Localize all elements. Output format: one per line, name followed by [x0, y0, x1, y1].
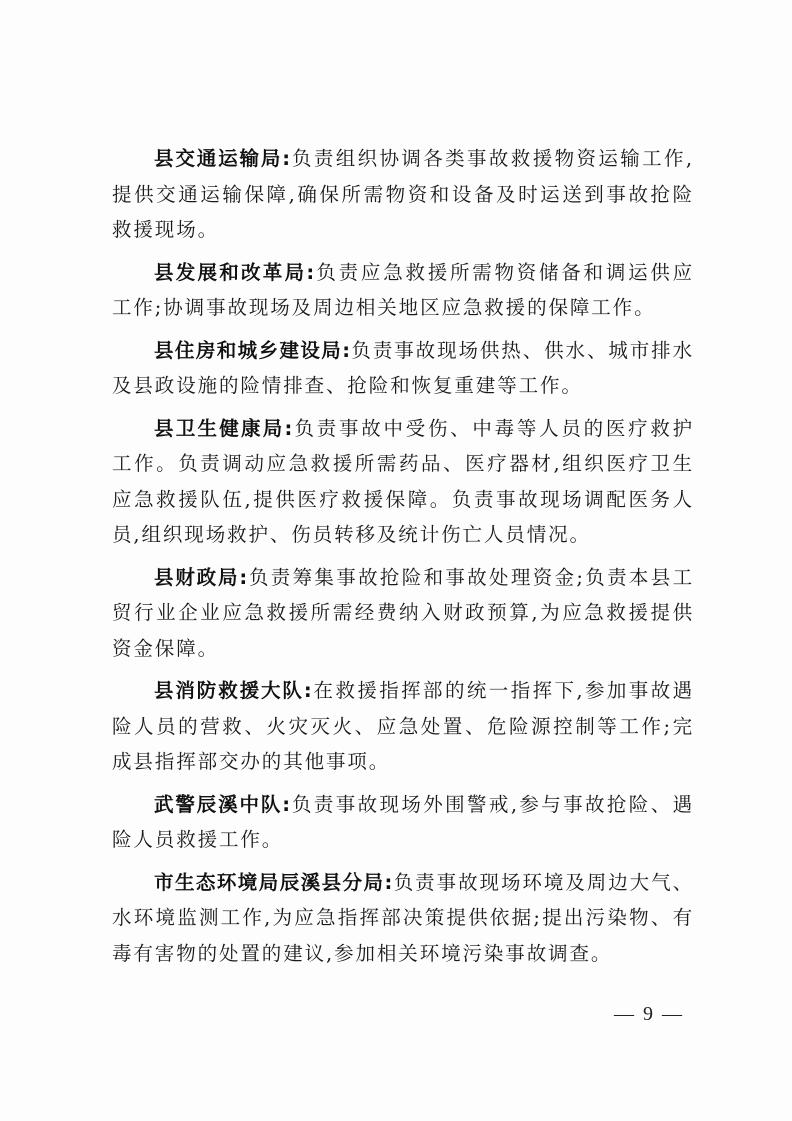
- paragraph-text: 负责事故现场环境及周边大气、水环境监测工作,为应急指挥部决策提供依据;提出污染物、有毒有害物的处置的建议,参加相关环境污染事故调查。: [112, 870, 694, 965]
- document-body: [112, 141, 694, 978]
- paragraph-heading: 县财政局:: [154, 565, 249, 589]
- paragraph-heading: 市生态环境局辰溪县分局:: [154, 870, 394, 894]
- paragraph-text: 负责事故现场外围警戒,参与事故抢险、遇险人员救援工作。: [112, 792, 694, 851]
- paragraph-development-reform-bureau: [112, 255, 694, 326]
- paragraph-finance-bureau: [112, 560, 694, 667]
- paragraph-heading: 武警辰溪中队:: [154, 792, 292, 816]
- paragraph-text: 负责应急救援所需物资储备和调运供应工作;协调事故现场及周边相关地区应急救援的保障工作。: [112, 260, 695, 319]
- paragraph-text: 负责筹集事故抢险和事故处理资金;负责本县工贸行业企业应急救援所需经费纳入财政预算,为应急救援提供资金保障。: [112, 565, 694, 660]
- paragraph-heading: 县住房和城乡建设局:: [154, 338, 352, 362]
- paragraph-housing-construction-bureau: [112, 333, 694, 404]
- paragraph-ecology-environment-branch: [112, 865, 694, 972]
- paragraph-armed-police-squadron: [112, 787, 694, 858]
- paragraph-heading: 县卫生健康局:: [154, 416, 294, 440]
- paragraph-heading: 县发展和改革局:: [154, 260, 316, 284]
- paragraph-fire-rescue-brigade: [112, 673, 694, 780]
- paragraph-text: 负责组织协调各类事故救援物资运输工作,提供交通运输保障,确保所需物资和设备及时运送到事故抢险救援现场。: [112, 147, 694, 241]
- paragraph-transport-bureau: [112, 141, 694, 248]
- paragraph-heading: 县交通运输局:: [154, 147, 292, 170]
- page-number: — 9 —: [614, 1003, 684, 1025]
- paragraph-health-bureau: [112, 411, 694, 553]
- paragraph-text: 在救援指挥部的统一指挥下,参加事故遇险人员的营救、火灾灭火、应急处置、危险源控制等工作;完成县指挥部交办的其他事项。: [112, 679, 694, 773]
- paragraph-heading: 县消防救援大队:: [154, 679, 314, 702]
- paragraph-text: 负责事故中受伤、中毒等人员的医疗救护工作。负责调动应急救援所需药品、医疗器材,组织医疗卫生应急救援队伍,提供医疗救援保障。负责事故现场调配医务人员,组织现场救护、伤员转移及统计伤亡人员情况。: [112, 416, 694, 546]
- paragraph-text: 负责事故现场供热、供水、城市排水及县政设施的险情排查、抢险和恢复重建等工作。: [112, 338, 694, 397]
